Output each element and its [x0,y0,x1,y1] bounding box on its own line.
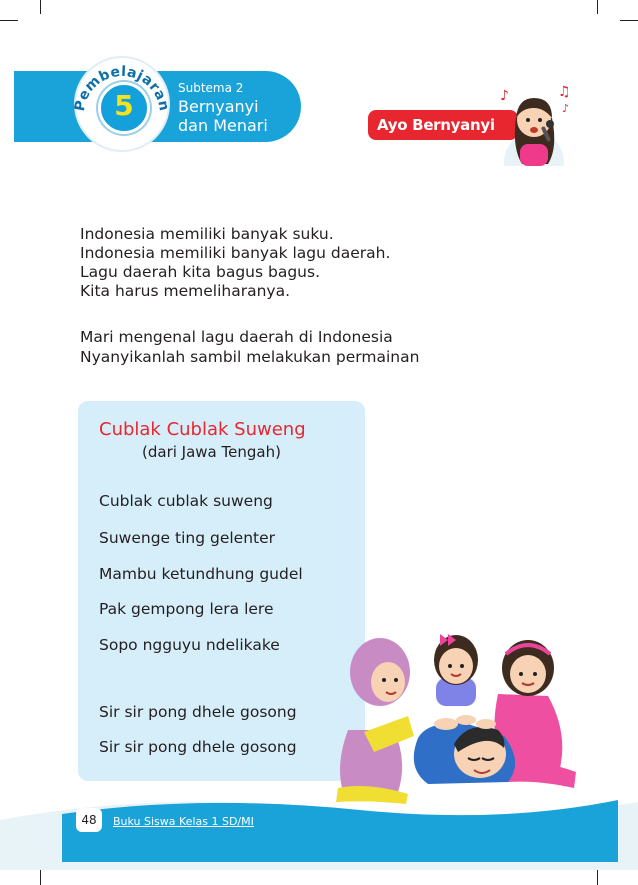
intro-line: Kita harus memeliharanya. [80,282,290,300]
crop-mark [620,20,638,21]
lyric-line: Sopo ngguyu ndelikake [99,636,280,654]
activity-label: Ayo Bernyanyi [368,110,518,140]
crop-mark [40,870,41,885]
instruction-line: Mari mengenal lagu daerah di Indonesia [80,328,393,346]
instruction-paragraph [80,327,419,367]
song-title: Cublak Cublak Suweng [99,419,306,440]
crop-mark [597,870,598,885]
lesson-number: 5 [114,89,134,122]
svg-text:♫: ♫ [558,84,571,100]
intro-line: Lagu daerah kita bagus bagus. [80,263,321,281]
lyric-line: Sir sir pong dhele gosong [99,703,297,721]
lyric-line: Sir sir pong dhele gosong [99,738,297,756]
intro-line: Indonesia memiliki banyak suku. [80,225,334,243]
page-number: 48 [76,808,102,832]
intro-paragraph [80,225,390,301]
crop-mark [0,20,18,21]
book-title: Buku Siswa Kelas 1 SD/MI [113,815,254,828]
intro-line: Indonesia memiliki banyak lagu daerah. [80,244,391,262]
subtema-label: Subtema 2 [178,81,244,95]
song-origin: (dari Jawa Tengah) [142,443,281,461]
crop-mark [597,0,598,14]
svg-text:♪: ♪ [562,102,570,115]
badge-word: Pembelajaran [71,63,173,113]
singing-girl-icon [492,78,576,166]
children-playing-illustration [328,612,588,808]
lyric-line: Pak gempong lera lere [99,600,274,618]
theme-title [178,97,268,135]
theme-title-line: Bernyanyi [178,97,259,116]
crop-mark [40,0,41,14]
lyric-line: Mambu ketundhung gudel [99,565,303,583]
theme-title-line: dan Menari [178,116,268,135]
svg-text:♪: ♪ [500,88,509,104]
instruction-line: Nyanyikanlah sambil melakukan permainan [80,348,420,366]
lyric-line: Cublak cublak suweng [99,492,273,510]
lyric-line: Suwenge ting gelenter [99,529,276,547]
